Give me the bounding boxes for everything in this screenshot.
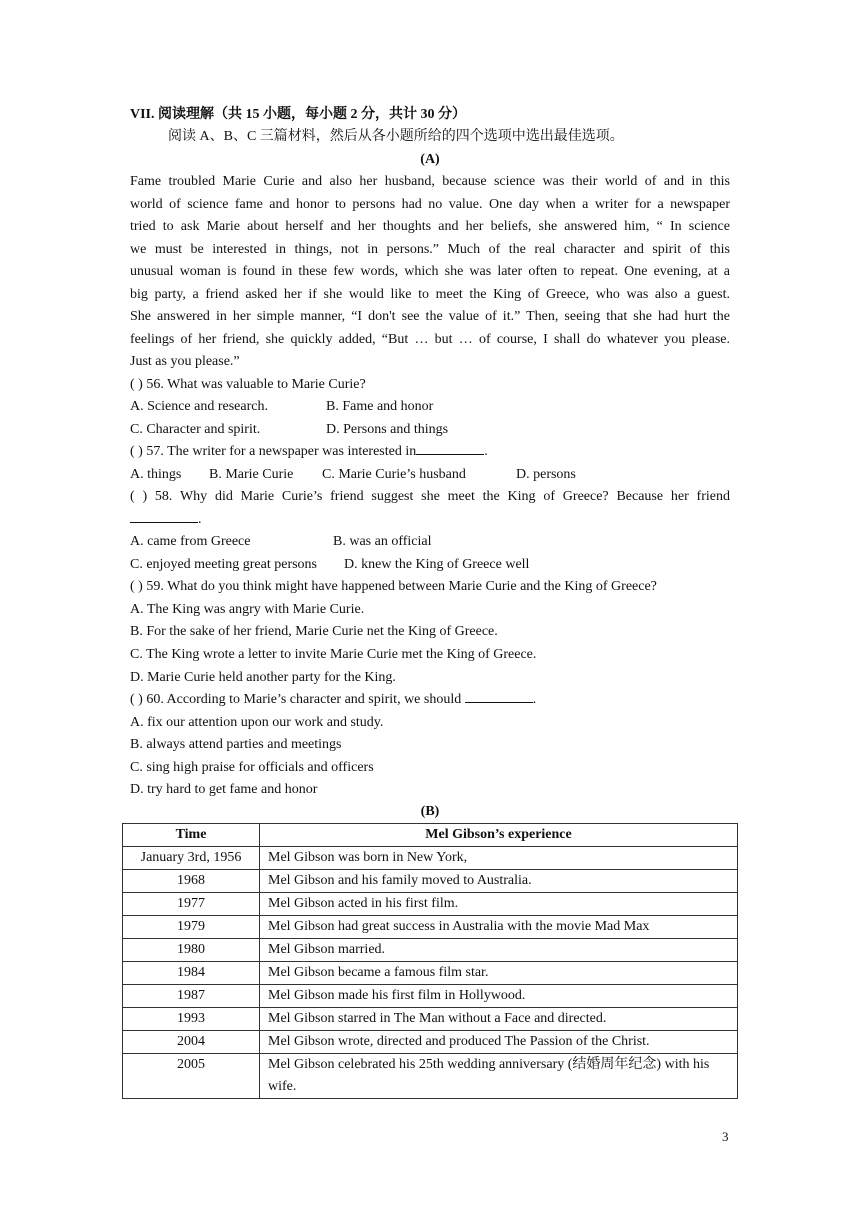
table-header-row (123, 824, 738, 847)
passage-a-line: feelings of her friend, she quickly added, “But … but … of course, I shall do whatever you please. (130, 332, 730, 347)
passage-a-line: big party, a friend asked her if she would like to meet the King of Greece, who was also a guest. (130, 287, 730, 302)
page-number: 3 (722, 1129, 729, 1144)
question-56-stem: ( ) 56. What was valuable to Marie Curie? (130, 377, 366, 392)
passage-a-line: tried to ask Marie about herself and her thoughts and her beliefs, she answered him, “ In science (130, 219, 730, 234)
question-60-option-d: D. try hard to get fame and honor (130, 782, 318, 797)
answer-blank (130, 510, 198, 523)
time-cell: 1980 (123, 939, 260, 962)
question-59-stem: ( ) 59. What do you think might have happened between Marie Curie and the King of Greece? (130, 579, 657, 594)
question-57-stem: ( ) 57. The writer for a newspaper was interested in (130, 444, 417, 459)
table-row (123, 985, 738, 1008)
experience-cell: Mel Gibson was born in New York, (260, 847, 738, 870)
experience-cell: Mel Gibson wrote, directed and produced The Passion of the Christ. (260, 1031, 738, 1054)
question-57-option-c: C. Marie Curie’s husband (322, 467, 466, 482)
table-row (123, 870, 738, 893)
time-cell: 1987 (123, 985, 260, 1008)
passage-a-line: Just as you please.” (130, 354, 240, 369)
time-cell: 1984 (123, 962, 260, 985)
experience-cell: Mel Gibson made his first film in Hollywood. (260, 985, 738, 1008)
column-header-time: Time (123, 824, 260, 847)
table-row (123, 962, 738, 985)
experience-cell: Mel Gibson had great success in Australia with the movie Mad Max (260, 916, 738, 939)
experience-cell: Mel Gibson married. (260, 939, 738, 962)
time-cell: 1993 (123, 1008, 260, 1031)
table-row (123, 1008, 738, 1031)
time-cell: 1977 (123, 893, 260, 916)
question-60-stem-line (130, 689, 730, 712)
experience-cell: Mel Gibson celebrated his 25th wedding anniversary (结婚周年纪念) with his wife. (260, 1054, 738, 1099)
answer-blank (416, 442, 484, 455)
question-59-option-b: B. For the sake of her friend, Marie Curie net the King of Greece. (130, 624, 498, 639)
passage-a-line: Fame troubled Marie Curie and also her husband, because science was their world of and in this (130, 174, 730, 189)
passage-b-label: (B) (420, 804, 440, 819)
question-56-option-d: D. Persons and things (326, 422, 449, 437)
time-cell: January 3rd, 1956 (123, 847, 260, 870)
column-header-experience: Mel Gibson’s experience (260, 824, 738, 847)
question-57-stem-line (130, 441, 730, 464)
question-59-option-d: D. Marie Curie held another party for the King. (130, 670, 396, 685)
question-60-stem: ( ) 60. According to Marie’s character and spirit, we should (130, 692, 462, 707)
question-57-option-d: D. persons (516, 467, 576, 482)
passage-a-label: (A) (420, 152, 440, 167)
question-58-option-b: B. was an official (333, 534, 432, 549)
question-60-option-a: A. fix our attention upon our work and study. (130, 715, 384, 730)
question-59-option-c: C. The King wrote a letter to invite Marie Curie met the King of Greece. (130, 647, 537, 662)
answer-blank (465, 690, 533, 703)
experience-cell: Mel Gibson acted in his first film. (260, 893, 738, 916)
time-cell: 2005 (123, 1054, 260, 1099)
table-row (123, 916, 738, 939)
question-60-end: . (532, 692, 537, 707)
question-56-option-a: A. Science and research. (130, 399, 268, 414)
question-58-option-a: A. came from Greece (130, 534, 251, 549)
time-cell: 1968 (123, 870, 260, 893)
time-cell: 1979 (123, 916, 260, 939)
passage-a-line: we must be interested in things, not in persons.” Much of the real character and spirit of this (130, 242, 730, 257)
question-58-blank-line (130, 509, 730, 532)
question-56-option-c: C. Character and spirit. (130, 422, 261, 437)
question-59-option-a: A. The King was angry with Marie Curie. (130, 602, 365, 617)
table-row (123, 939, 738, 962)
time-cell: 2004 (123, 1031, 260, 1054)
table-row (123, 847, 738, 870)
question-57-option-b: B. Marie Curie (209, 467, 294, 482)
section-instruction: 阅读 A、B、C 三篇材料，然后从各小题所给的四个选项中选出最佳选项。 (168, 129, 624, 144)
experience-cell: Mel Gibson became a famous film star. (260, 962, 738, 985)
mel-gibson-table (122, 823, 738, 1099)
question-58-option-c: C. enjoyed meeting great persons (130, 557, 318, 572)
question-58-stem: ( ) 58. Why did Marie Curie’s friend suggest she meet the King of Greece? Because her friend (130, 489, 730, 504)
passage-a-line: world of science fame and honor to persons had no value. One day when a writer for a newspaper (130, 197, 730, 212)
table-row (123, 1054, 738, 1099)
table-row (123, 893, 738, 916)
question-57-option-a: A. things (130, 467, 182, 482)
passage-a-line: unusual woman is found in these few words, which she was later often to repeat. One evening, at a (130, 264, 730, 279)
experience-cell: Mel Gibson starred in The Man without a Face and directed. (260, 1008, 738, 1031)
question-58-end: . (198, 512, 202, 527)
experience-cell: Mel Gibson and his family moved to Australia. (260, 870, 738, 893)
question-57-end: . (484, 444, 488, 459)
question-60-option-c: C. sing high praise for officials and officers (130, 760, 374, 775)
table-row (123, 1031, 738, 1054)
question-56-option-b: B. Fame and honor (326, 399, 434, 414)
passage-a-line: She answered in her simple manner, “I don't see the value of it.” Then, seeing that she had hurt the (130, 309, 730, 324)
question-60-option-b: B. always attend parties and meetings (130, 737, 342, 752)
section-title: VII. 阅读理解（共 15 小题，每小题 2 分，共计 30 分） (130, 107, 467, 122)
question-58-option-d: D. knew the King of Greece well (344, 557, 530, 572)
